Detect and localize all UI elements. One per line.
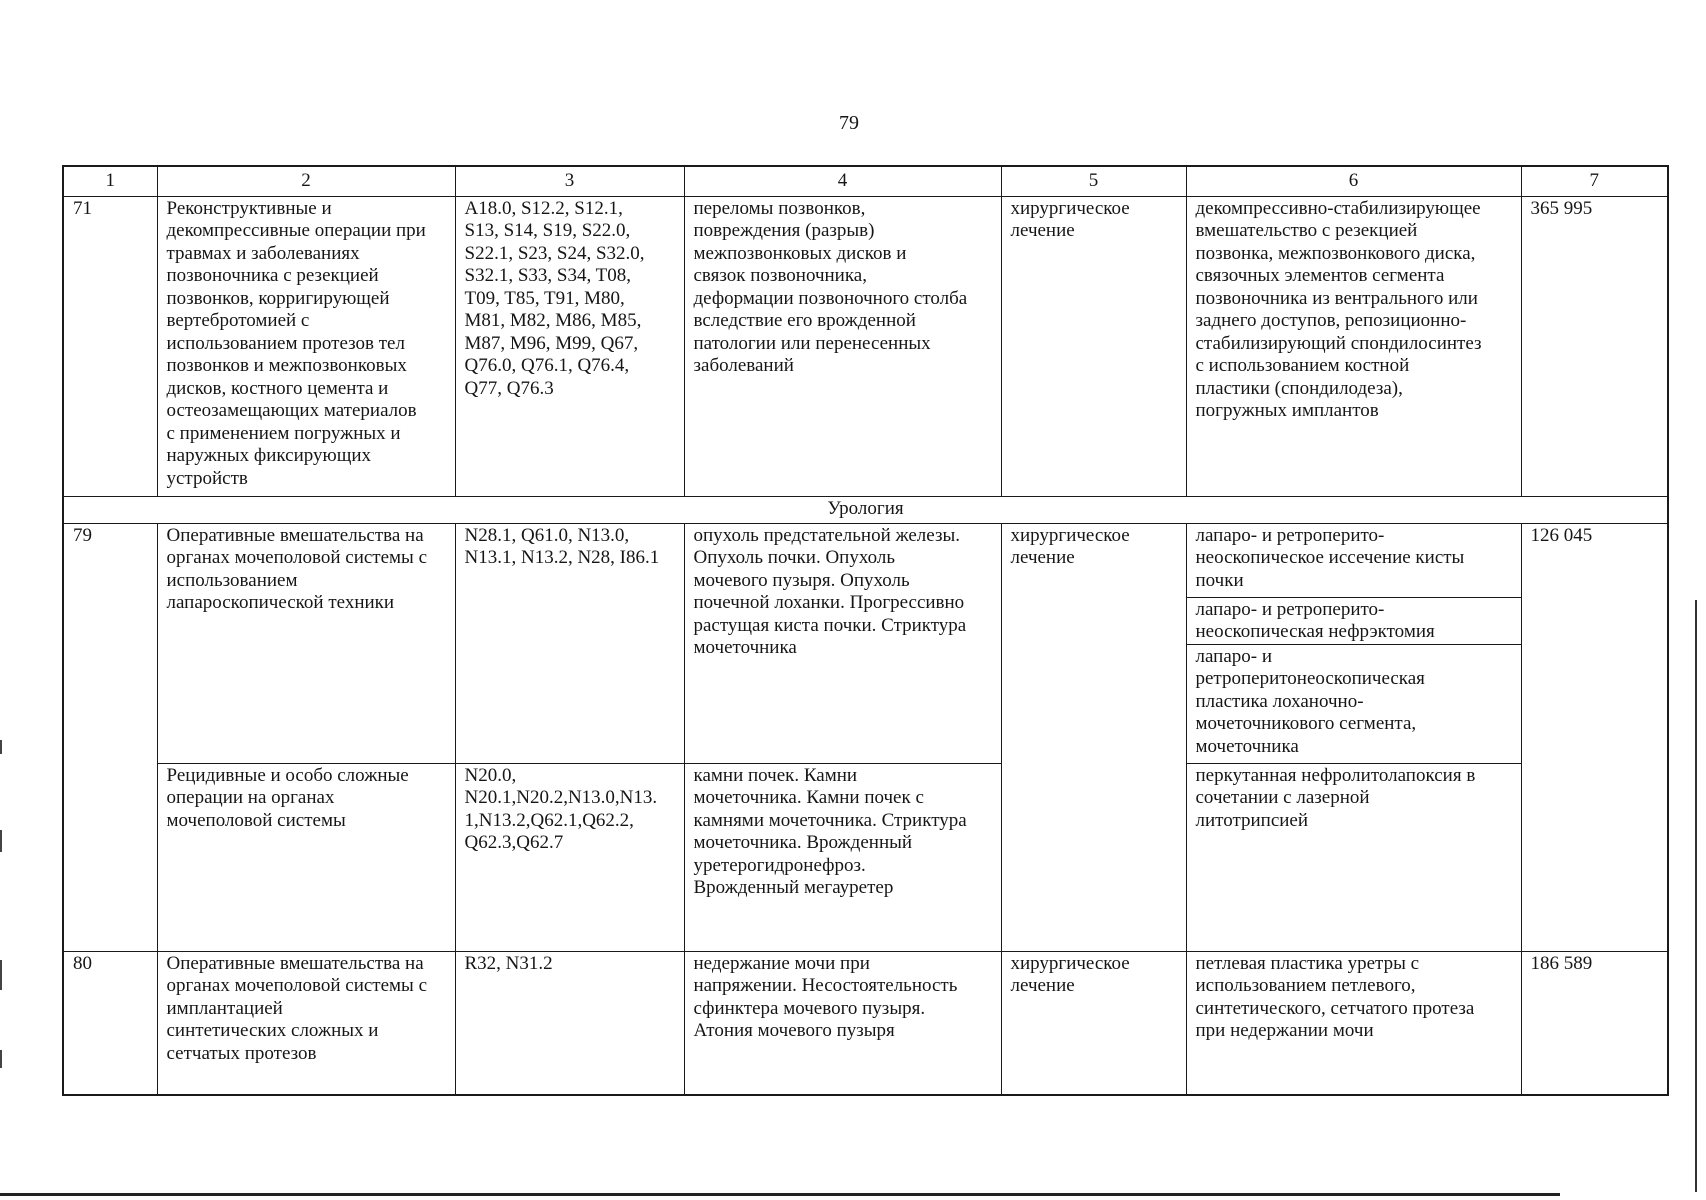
treatment-method: лапаро- и ретроперито- неоскопическая нефрэктомия [1186, 597, 1521, 644]
treatment-method: декомпрессивно-стабилизирующее вмешательство с резекцией позвонка, межпозвонкового диска, связочных элементов сегмента позвоночника из вентрального или заднего доступов, репозиционно- стабилизирующий спондилосинтез с использованием костной пластики (спондилодеза), погружных имплантов [1186, 196, 1521, 496]
intervention-group-name: Рецидивные и особо сложные операции на органах мочеполовой системы [157, 763, 455, 951]
patient-condition: недержание мочи при напряжении. Несостоятельность сфинктера мочевого пузыря. Атония мочевого пузыря [684, 951, 1001, 1095]
treatment-method: перкутанная нефролитолапоксия в сочетании с лазерной литотрипсией [1186, 763, 1521, 951]
patient-condition: переломы позвонков, повреждения (разрыв) межпозвонковых дисков и связок позвоночника, деформации позвоночного столба вследствие его врожденной патологии или перенесенных заболеваний [684, 196, 1001, 496]
column-number: 7 [1521, 166, 1668, 196]
column-number: 2 [157, 166, 455, 196]
diagnosis-codes: R32, N31.2 [455, 951, 684, 1095]
section-row [63, 496, 1668, 523]
patient-condition: опухоль предстательной железы. Опухоль почки. Опухоль мочевого пузыря. Опухоль почечной лоханки. Прогрессивно растущая киста почки. Стриктура мочеточника [684, 523, 1001, 763]
column-number-row [63, 166, 1668, 196]
standard-cost: 365 995 [1521, 196, 1668, 496]
intervention-group-name: Оперативные вмешательства на органах мочеполовой системы с использованием лапароскопической техники [157, 523, 455, 763]
row-number: 80 [63, 951, 157, 1095]
page-number: 79 [839, 112, 859, 134]
row-number: 71 [63, 196, 157, 496]
scan-left-tick [0, 740, 2, 754]
standard-cost: 186 589 [1521, 951, 1668, 1095]
diagnosis-codes: N28.1, Q61.0, N13.0, N13.1, N13.2, N28, I86.1 [455, 523, 684, 763]
table-subrow [63, 763, 1668, 951]
medical-services-table [62, 165, 1669, 1096]
row-number: 79 [63, 523, 157, 951]
column-number: 6 [1186, 166, 1521, 196]
scan-left-tick [0, 960, 2, 990]
treatment-type: хирургическое лечение [1001, 523, 1186, 951]
diagnosis-codes: A18.0, S12.2, S12.1, S13, S14, S19, S22.0, S22.1, S23, S24, S32.0, S32.1, S33, S34, T08, T09, T85, T91, M80, M81, M82, M86, M85, M87, M96, M99, Q67, Q76.0, Q76.1, Q76.4, Q77, Q76.3 [455, 196, 684, 496]
column-number: 4 [684, 166, 1001, 196]
standard-cost: 126 045 [1521, 523, 1668, 951]
treatment-method: петлевая пластика уретры с использованием петлевого, синтетического, сетчатого протеза при недержании мочи [1186, 951, 1521, 1095]
table-row-80 [63, 951, 1668, 1095]
scan-right-edge [1695, 600, 1697, 1192]
column-number: 5 [1001, 166, 1186, 196]
table-row-79 [63, 523, 1668, 597]
intervention-group-name: Реконструктивные и декомпрессивные операции при травмах и заболеваниях позвоночника с резекцией позвонков, корригирующей вертебротомией с использованием протезов тел позвонков и межпозвонковых дисков, костного цемента и остеозамещающих материалов с применением погружных и наружных фиксирующих устройств [157, 196, 455, 496]
scan-bottom-edge [0, 1193, 1560, 1196]
scan-left-tick [0, 830, 2, 852]
scan-left-tick [0, 1050, 2, 1068]
treatment-type: хирургическое лечение [1001, 196, 1186, 496]
treatment-method: лапаро- и ретроперитонеоскопическая пластика лоханочно- мочеточникового сегмента, мочеточника [1186, 644, 1521, 763]
treatment-method: лапаро- и ретроперито- неоскопическое иссечение кисты почки [1186, 523, 1521, 597]
diagnosis-codes: N20.0, N20.1,N20.2,N13.0,N13. 1,N13.2,Q62.1,Q62.2, Q62.3,Q62.7 [455, 763, 684, 951]
column-number: 3 [455, 166, 684, 196]
column-number: 1 [63, 166, 157, 196]
patient-condition: камни почек. Камни мочеточника. Камни почек с камнями мочеточника. Стриктура мочеточника. Врожденный уретерогидронефроз. Врожденный мегауретер [684, 763, 1001, 951]
treatment-type: хирургическое лечение [1001, 951, 1186, 1095]
intervention-group-name: Оперативные вмешательства на органах мочеполовой системы с имплантацией синтетических сложных и сетчатых протезов [157, 951, 455, 1095]
table-row-71 [63, 196, 1668, 496]
section-heading: Урология [63, 496, 1668, 523]
